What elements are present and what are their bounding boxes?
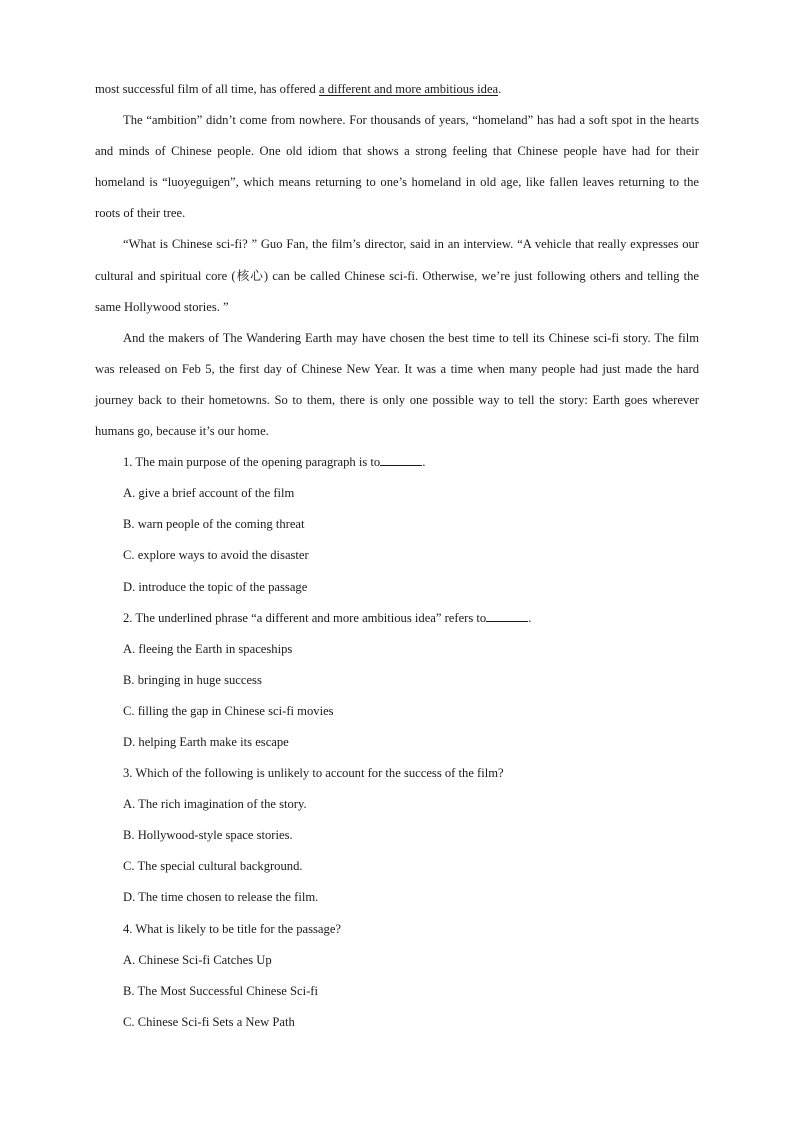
question-4-option-a: A. Chinese Sci-fi Catches Up (123, 952, 272, 967)
passage-paragraph-0 (95, 74, 699, 105)
question-2-option-c: C. filling the gap in Chinese sci-fi movies (123, 703, 334, 718)
question-3-stem: 3. Which of the following is unlikely to account for the success of the film? (123, 766, 504, 781)
question-1-stem: 1. The main purpose of the opening paragraph is to . (123, 455, 426, 470)
passage-paragraph-1: The “ambition” didn’t come from nowhere. For thousands of years, “homeland” has had a soft spot in the hearts and minds of Chinese people. One old idiom that shows a strong feeling that Chinese people have had for their homeland is “luoyeguigen”, which means returning to one’s homeland in old age, like fallen leaves returning to the roots of their tree. (95, 113, 699, 221)
question-1-option-b: B. warn people of the coming threat (123, 517, 305, 532)
passage-p0-before: most successful film of all time, has offered (95, 82, 319, 96)
document-page (95, 74, 699, 1038)
question-1-option-c: C. explore ways to avoid the disaster (123, 548, 309, 563)
question-3-option-c: C. The special cultural background. (123, 859, 303, 874)
question-4-option-c: C. Chinese Sci-fi Sets a New Path (123, 1014, 295, 1029)
underlined-phrase: a different and more ambitious idea (318, 82, 499, 96)
question-4-option-b: B. The Most Successful Chinese Sci-fi (123, 983, 318, 998)
question-1-option-d: D. introduce the topic of the passage (123, 579, 308, 594)
passage-p0-after: . (498, 82, 502, 96)
question-2-option-b: B. bringing in huge success (123, 672, 262, 687)
answer-blank (380, 453, 422, 466)
answer-blank (486, 609, 528, 622)
question-3-option-a: A. The rich imagination of the story. (123, 797, 307, 812)
question-2-option-d: D. helping Earth make its escape (123, 734, 289, 749)
question-4-stem: 4. What is likely to be title for the passage? (123, 921, 341, 936)
passage-paragraph-3: And the makers of The Wandering Earth may have chosen the best time to tell its Chinese sci-fi story. The film was released on Feb 5, the first day of Chinese New Year. It was a time when many people had just made the hard journey back to their hometowns. So to them, there is only one possible way to tell the story: Earth goes wherever humans go, because it’s our home. (95, 330, 699, 439)
question-3-option-b: B. Hollywood-style space stories. (123, 828, 293, 843)
question-1-option-a: A. give a brief account of the film (123, 486, 295, 501)
question-2-stem: 2. The underlined phrase “a different and more ambitious idea” refers to . (123, 610, 532, 625)
question-2-option-a: A. fleeing the Earth in spaceships (123, 641, 293, 656)
passage-paragraph-2: “What is Chinese sci-fi? ” Guo Fan, the film’s director, said in an interview. “A vehicle that really expresses our cultural and spiritual core (核心) can be called Chinese sci-fi. Otherwise, we’re just following others and telling the same Hollywood stories. ” (95, 237, 699, 314)
question-3-option-d: D. The time chosen to release the film. (123, 890, 319, 905)
